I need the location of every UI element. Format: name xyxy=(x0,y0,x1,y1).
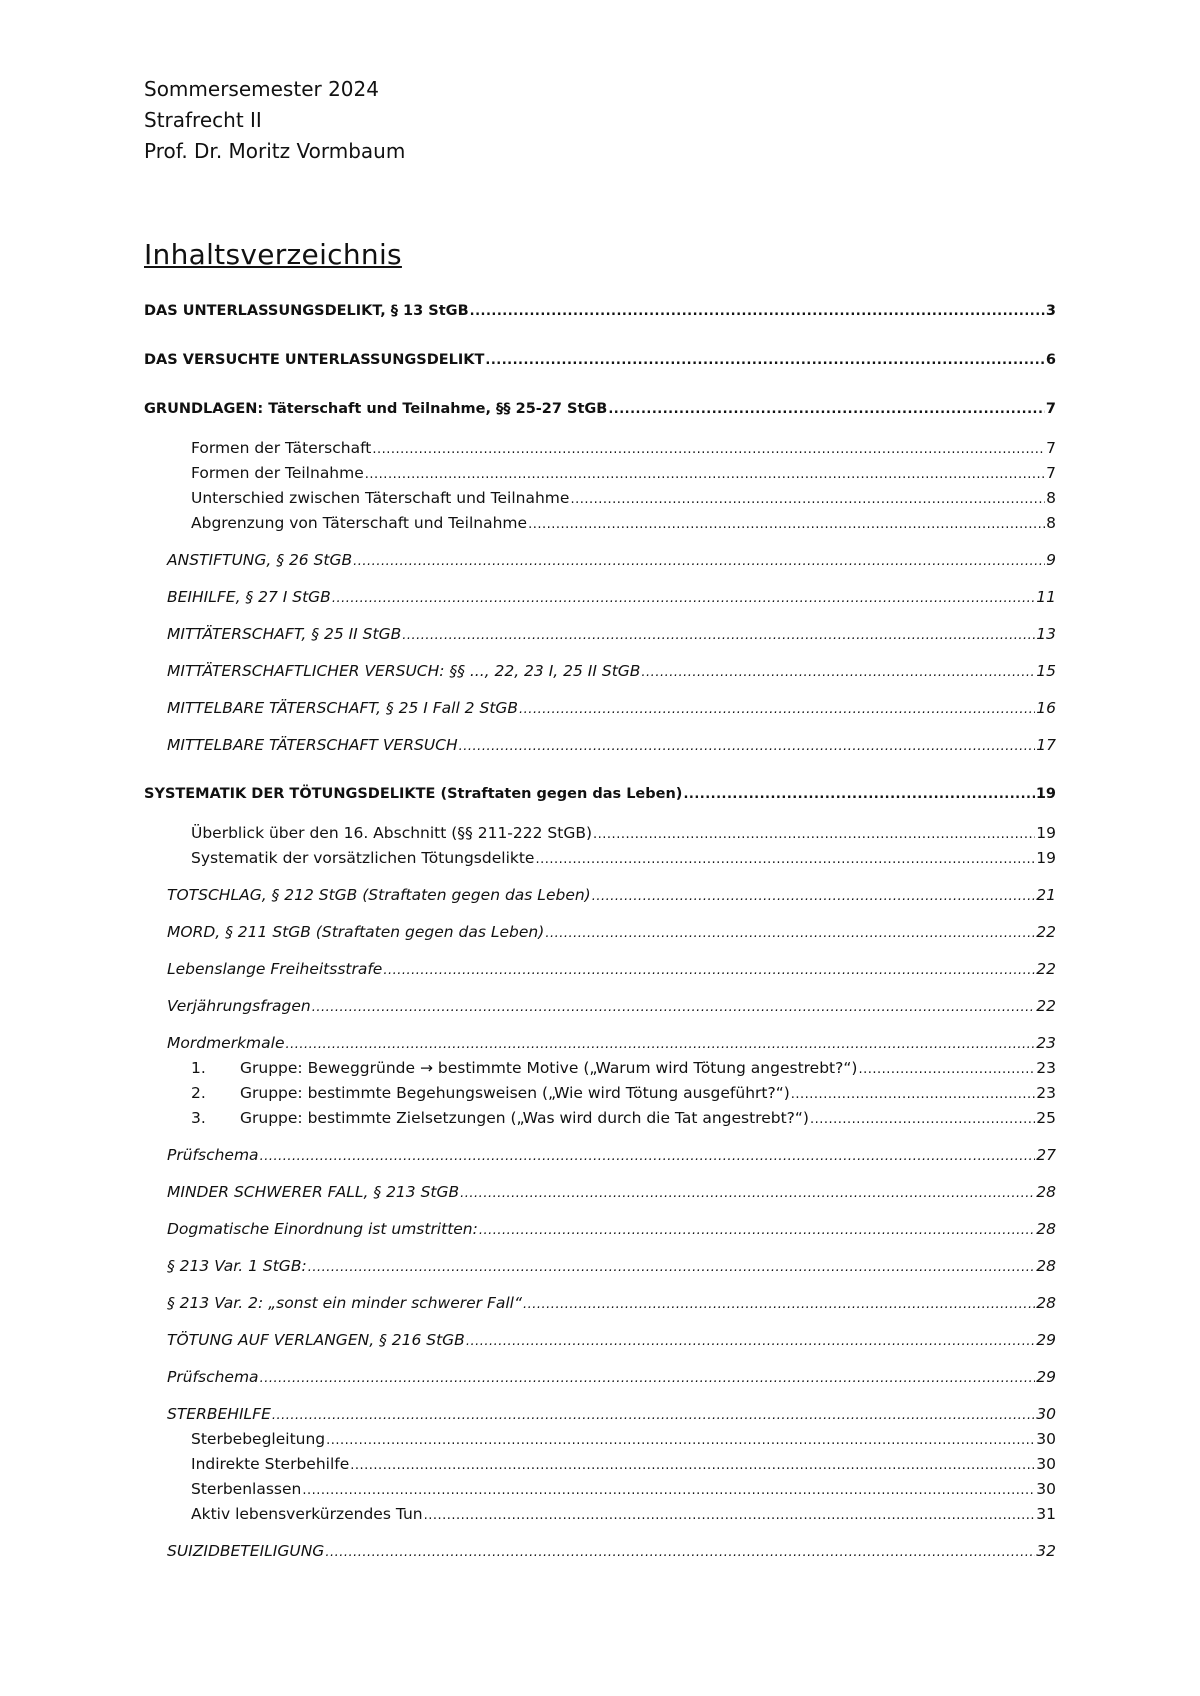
dot-leader xyxy=(535,852,1035,867)
dot-leader xyxy=(470,304,1045,319)
dot-leader xyxy=(570,492,1045,507)
toc-entry[interactable] xyxy=(167,1146,1056,1168)
toc-entry[interactable] xyxy=(167,1034,1056,1056)
toc-entry[interactable] xyxy=(167,960,1056,982)
dot-leader xyxy=(608,402,1045,417)
toc-entry-title: Systematik der vorsätzlichen Tötungsdelikte xyxy=(191,849,535,867)
toc-entry[interactable] xyxy=(167,1183,1056,1205)
toc-entry[interactable] xyxy=(167,1542,1056,1564)
dot-leader xyxy=(325,1545,1035,1560)
toc-entry[interactable] xyxy=(167,1257,1056,1279)
toc-page-number: 30 xyxy=(1036,1480,1056,1498)
dot-leader xyxy=(260,1371,1036,1386)
toc-entry[interactable] xyxy=(191,1455,1056,1477)
toc-page-number: 28 xyxy=(1036,1220,1056,1238)
toc-entry-title: Unterschied zwischen Täterschaft und Teilnahme xyxy=(191,489,570,507)
toc-entry-title: MITTÄTERSCHAFTLICHER VERSUCH: §§ ..., 22, 23 I, 25 II StGB xyxy=(167,662,641,680)
toc-page-number: 23 xyxy=(1036,1084,1056,1102)
dot-leader xyxy=(302,1483,1035,1498)
dot-leader xyxy=(545,926,1035,941)
toc-page-number: 8 xyxy=(1046,514,1056,532)
toc-entry[interactable] xyxy=(144,401,1056,423)
toc-entry-title: MITTÄTERSCHAFT, § 25 II StGB xyxy=(167,625,402,643)
toc-page-number: 19 xyxy=(1036,824,1056,842)
toc-entry-title: DAS VERSUCHTE UNTERLASSUNGSDELIKT xyxy=(144,352,485,368)
toc-entry[interactable] xyxy=(191,514,1056,536)
toc-page-number: 13 xyxy=(1036,625,1056,643)
toc-entry-title: 2. Gruppe: bestimmte Begehungsweisen („Wie wird Tötung ausgeführt?“) xyxy=(191,1084,790,1102)
toc-entry[interactable] xyxy=(191,1084,1056,1106)
dot-leader xyxy=(479,1223,1035,1238)
dot-leader xyxy=(791,1087,1036,1102)
dot-leader xyxy=(332,591,1035,606)
toc-page-number: 7 xyxy=(1045,401,1056,417)
toc-entry-title: MITTELBARE TÄTERSCHAFT VERSUCH xyxy=(167,736,458,754)
toc-page-number: 22 xyxy=(1036,923,1056,941)
toc-entry[interactable] xyxy=(167,1331,1056,1353)
toc-entry[interactable] xyxy=(144,786,1056,808)
toc-page-number: 25 xyxy=(1036,1109,1056,1127)
toc-entry-title: TÖTUNG AUF VERLANGEN, § 216 StGB xyxy=(167,1331,465,1349)
dot-leader xyxy=(858,1062,1035,1077)
dot-leader xyxy=(372,442,1045,457)
toc-entry-title: Verjährungsfragen xyxy=(167,997,311,1015)
toc-page-number: 23 xyxy=(1036,1034,1056,1052)
toc-page-number: 32 xyxy=(1036,1542,1056,1560)
toc-entry[interactable] xyxy=(167,997,1056,1019)
toc-entry[interactable] xyxy=(191,464,1056,486)
toc-entry-title: 3. Gruppe: bestimmte Zielsetzungen („Was wird durch die Tat angestrebt?“) xyxy=(191,1109,809,1127)
toc-entry[interactable] xyxy=(191,439,1056,461)
toc-page-number: 28 xyxy=(1036,1183,1056,1201)
toc-entry[interactable] xyxy=(167,886,1056,908)
toc-page-number: 27 xyxy=(1036,1146,1056,1164)
toc-page-number: 30 xyxy=(1036,1455,1056,1473)
toc-page-number: 9 xyxy=(1046,551,1056,569)
toc-entry-title: Sterbenlassen xyxy=(191,1480,302,1498)
toc-entry[interactable] xyxy=(191,1505,1056,1527)
toc-entry-title: Sterbebegleitung xyxy=(191,1430,326,1448)
toc-page-number: 17 xyxy=(1036,736,1056,754)
toc-page-number: 29 xyxy=(1036,1331,1056,1349)
dot-leader xyxy=(519,702,1035,717)
toc-entry[interactable] xyxy=(167,662,1056,684)
toc-entry-number: 1. xyxy=(191,1059,206,1077)
toc-page-number: 29 xyxy=(1036,1368,1056,1386)
dot-leader xyxy=(286,1037,1036,1052)
toc-entry[interactable] xyxy=(191,849,1056,871)
toc-page-number: 16 xyxy=(1036,699,1056,717)
toc-page-number: 15 xyxy=(1036,662,1056,680)
toc-entry-title: DAS UNTERLASSUNGSDELIKT, § 13 StGB xyxy=(144,303,469,319)
dot-leader xyxy=(466,1334,1035,1349)
professor-line: Prof. Dr. Moritz Vormbaum xyxy=(144,139,406,163)
toc-entry-title: MITTELBARE TÄTERSCHAFT, § 25 I Fall 2 StGB xyxy=(167,699,519,717)
toc-entry-title: Lebenslange Freiheitsstrafe xyxy=(167,960,383,978)
toc-entry-title: Indirekte Sterbehilfe xyxy=(191,1455,350,1473)
toc-entry[interactable] xyxy=(144,352,1056,374)
toc-entry-title: TOTSCHLAG, § 212 StGB (Straftaten gegen das Leben) xyxy=(167,886,591,904)
toc-page-number: 3 xyxy=(1045,303,1056,319)
toc-page-number: 7 xyxy=(1046,439,1056,457)
toc-entry[interactable] xyxy=(167,1368,1056,1390)
toc-entry-number: 2. xyxy=(191,1084,206,1102)
toc-entry[interactable] xyxy=(167,699,1056,721)
toc-page-number: 22 xyxy=(1036,960,1056,978)
toc-entry-title: BEIHILFE, § 27 I StGB xyxy=(167,588,331,606)
toc-page-number: 28 xyxy=(1036,1257,1056,1275)
toc-page-number: 22 xyxy=(1036,997,1056,1015)
dot-leader xyxy=(683,787,1034,802)
dot-leader xyxy=(272,1408,1035,1423)
dot-leader xyxy=(260,1149,1036,1164)
toc-page-number: 31 xyxy=(1036,1505,1056,1523)
toc-entry[interactable] xyxy=(191,1059,1056,1081)
toc-entry[interactable] xyxy=(167,625,1056,647)
toc-entry-title: § 213 Var. 1 StGB: xyxy=(167,1257,307,1275)
toc-entry-title: SYSTEMATIK DER TÖTUNGSDELIKTE (Straftaten gegen das Leben) xyxy=(144,786,683,802)
toc-page-number: 21 xyxy=(1036,886,1056,904)
toc-entry[interactable] xyxy=(191,1109,1056,1131)
toc-entry[interactable] xyxy=(167,1294,1056,1316)
dot-leader xyxy=(350,1458,1035,1473)
toc-page-number: 7 xyxy=(1046,464,1056,482)
toc-entry-title: Formen der Täterschaft xyxy=(191,439,372,457)
toc-entry[interactable] xyxy=(167,1220,1056,1242)
toc-title: Inhaltsverzeichnis xyxy=(144,238,402,271)
toc-entry-title: Prüfschema xyxy=(167,1146,259,1164)
semester-line: Sommersemester 2024 xyxy=(144,77,379,101)
toc-entry-number: 3. xyxy=(191,1109,206,1127)
dot-leader xyxy=(326,1433,1035,1448)
toc-entry-title: Prüfschema xyxy=(167,1368,259,1386)
toc-entry[interactable] xyxy=(191,1430,1056,1452)
toc-page-number: 6 xyxy=(1045,352,1056,368)
dot-leader xyxy=(460,1186,1035,1201)
toc-entry-title: ANSTIFTUNG, § 26 StGB xyxy=(167,551,353,569)
dot-leader xyxy=(592,889,1036,904)
toc-page-number: 11 xyxy=(1036,588,1056,606)
course-line: Strafrecht II xyxy=(144,108,262,132)
toc-page-number: 19 xyxy=(1035,786,1056,802)
toc-entry-title: Dogmatische Einordnung ist umstritten: xyxy=(167,1220,478,1238)
toc-page-number: 30 xyxy=(1036,1405,1056,1423)
dot-leader xyxy=(312,1000,1036,1015)
toc-entry[interactable] xyxy=(191,1480,1056,1502)
toc-entry[interactable] xyxy=(191,489,1056,511)
toc-entry[interactable] xyxy=(144,303,1056,325)
dot-leader xyxy=(308,1260,1036,1275)
toc-entry-title: Mordmerkmale xyxy=(167,1034,285,1052)
dot-leader xyxy=(383,963,1035,978)
toc-entry-title: § 213 Var. 2: „sonst ein minder schwerer Fall“ xyxy=(167,1294,523,1312)
toc-entry-title: GRUNDLAGEN: Täterschaft und Teilnahme, §§ 25-27 StGB xyxy=(144,401,608,417)
toc-page-number: 8 xyxy=(1046,489,1056,507)
toc-entry-title: STERBEHILFE xyxy=(167,1405,271,1423)
dot-leader xyxy=(353,554,1045,569)
dot-leader xyxy=(528,517,1045,532)
dot-leader xyxy=(641,665,1035,680)
toc-entry-title: SUIZIDBETEILIGUNG xyxy=(167,1542,325,1560)
toc-entry[interactable] xyxy=(167,923,1056,945)
toc-page-number: 28 xyxy=(1036,1294,1056,1312)
toc-entry-title: MINDER SCHWERER FALL, § 213 StGB xyxy=(167,1183,460,1201)
dot-leader xyxy=(402,628,1035,643)
toc-entry[interactable] xyxy=(167,736,1056,758)
toc-entry-title: Abgrenzung von Täterschaft und Teilnahme xyxy=(191,514,528,532)
toc-entry-title: MORD, § 211 StGB (Straftaten gegen das Leben) xyxy=(167,923,545,941)
dot-leader xyxy=(365,467,1045,482)
toc-entry[interactable] xyxy=(191,824,1056,846)
dot-leader xyxy=(523,1297,1035,1312)
toc-entry[interactable] xyxy=(167,588,1056,610)
toc-entry[interactable] xyxy=(167,1405,1056,1427)
toc-page-number: 30 xyxy=(1036,1430,1056,1448)
dot-leader xyxy=(593,827,1035,842)
dot-leader xyxy=(485,353,1045,368)
toc-page-number: 19 xyxy=(1036,849,1056,867)
toc-entry-title: Aktiv lebensverkürzendes Tun xyxy=(191,1505,423,1523)
toc-page-number: 23 xyxy=(1036,1059,1056,1077)
toc-entry-title: Formen der Teilnahme xyxy=(191,464,364,482)
dot-leader xyxy=(424,1508,1036,1523)
dot-leader xyxy=(459,739,1036,754)
toc-entry-title: Überblick über den 16. Abschnitt (§§ 211-222 StGB) xyxy=(191,824,593,842)
toc-entry-title: 1. Gruppe: Beweggründe → bestimmte Motive („Warum wird Tötung angestrebt?“) xyxy=(191,1059,858,1077)
toc-entry[interactable] xyxy=(167,551,1056,573)
dot-leader xyxy=(810,1112,1035,1127)
